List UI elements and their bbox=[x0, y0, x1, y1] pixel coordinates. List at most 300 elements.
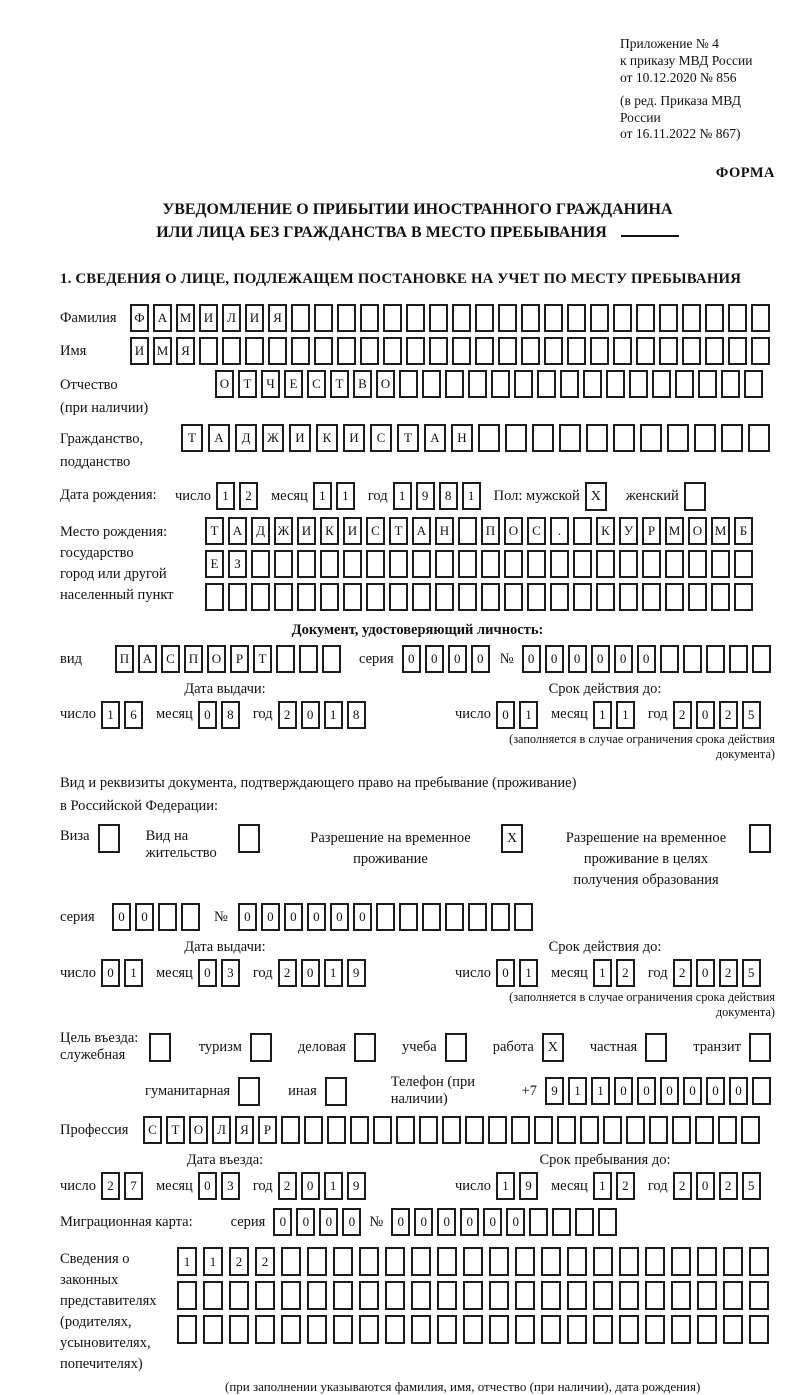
char-cell[interactable]: 3 bbox=[221, 1172, 240, 1200]
char-cell[interactable]: У bbox=[619, 517, 638, 545]
char-cell-empty[interactable] bbox=[307, 1247, 327, 1276]
char-cell[interactable]: И bbox=[289, 424, 311, 452]
date-month-boxes[interactable] bbox=[593, 1172, 639, 1200]
char-cell-empty[interactable] bbox=[463, 1281, 483, 1310]
char-cell-empty[interactable] bbox=[515, 1247, 535, 1276]
char-cell[interactable]: Б bbox=[734, 517, 753, 545]
char-cell-empty[interactable] bbox=[373, 1116, 392, 1144]
char-cell-empty[interactable] bbox=[411, 1281, 431, 1310]
char-cell-empty[interactable] bbox=[255, 1281, 275, 1310]
char-cell[interactable]: О bbox=[376, 370, 395, 398]
date-month-boxes[interactable] bbox=[593, 959, 639, 987]
char-cell-empty[interactable] bbox=[385, 1247, 405, 1276]
char-cell-empty[interactable] bbox=[705, 337, 724, 365]
char-cell-empty[interactable] bbox=[458, 583, 477, 611]
sex-male-checkbox[interactable] bbox=[585, 482, 611, 511]
char-cell-empty[interactable] bbox=[422, 903, 441, 931]
char-cell-empty[interactable] bbox=[481, 583, 500, 611]
purpose-other-checkbox[interactable] bbox=[325, 1077, 351, 1106]
char-cell[interactable]: Т bbox=[253, 645, 272, 673]
char-cell[interactable]: В bbox=[353, 370, 372, 398]
char-cell[interactable]: 2 bbox=[278, 959, 297, 987]
char-cell-empty[interactable] bbox=[573, 550, 592, 578]
char-cell-empty[interactable] bbox=[149, 1033, 171, 1062]
char-cell[interactable]: С bbox=[307, 370, 326, 398]
char-cell[interactable]: Л bbox=[212, 1116, 231, 1144]
char-cell-empty[interactable] bbox=[297, 550, 316, 578]
purpose-official-checkbox[interactable] bbox=[149, 1033, 175, 1062]
char-cell-empty[interactable] bbox=[307, 1281, 327, 1310]
char-cell[interactable]: 0 bbox=[545, 645, 564, 673]
char-cell-empty[interactable] bbox=[406, 337, 425, 365]
char-cell-empty[interactable] bbox=[389, 583, 408, 611]
char-cell[interactable]: 0 bbox=[637, 645, 656, 673]
char-cell-empty[interactable] bbox=[603, 1116, 622, 1144]
char-cell-empty[interactable] bbox=[682, 337, 701, 365]
char-cell[interactable]: 9 bbox=[519, 1172, 538, 1200]
char-cell-empty[interactable] bbox=[452, 304, 471, 332]
representatives-row2-boxes[interactable] bbox=[177, 1281, 775, 1310]
char-cell[interactable]: Л bbox=[222, 304, 241, 332]
char-cell[interactable]: Ф bbox=[130, 304, 149, 332]
char-cell-empty[interactable] bbox=[468, 370, 487, 398]
char-cell-empty[interactable] bbox=[567, 304, 586, 332]
char-cell[interactable]: 9 bbox=[347, 959, 366, 987]
char-cell-empty[interactable] bbox=[649, 1116, 668, 1144]
char-cell-empty[interactable] bbox=[238, 824, 260, 853]
char-cell[interactable]: 0 bbox=[425, 645, 444, 673]
date-day-boxes[interactable] bbox=[496, 959, 542, 987]
char-cell[interactable]: 2 bbox=[719, 959, 738, 987]
char-cell[interactable]: 8 bbox=[221, 701, 240, 729]
char-cell[interactable]: 2 bbox=[229, 1247, 249, 1276]
char-cell-empty[interactable] bbox=[389, 550, 408, 578]
char-cell[interactable]: 1 bbox=[568, 1077, 587, 1105]
date-year-boxes[interactable] bbox=[278, 701, 370, 729]
char-cell[interactable]: 9 bbox=[545, 1077, 564, 1105]
char-cell[interactable]: П bbox=[184, 645, 203, 673]
char-cell[interactable]: Д bbox=[251, 517, 270, 545]
char-cell-empty[interactable] bbox=[238, 1077, 260, 1106]
char-cell[interactable]: 0 bbox=[101, 959, 120, 987]
char-cell[interactable]: М bbox=[176, 304, 195, 332]
char-cell-empty[interactable] bbox=[203, 1281, 223, 1310]
char-cell[interactable]: К bbox=[316, 424, 338, 452]
char-cell[interactable]: 0 bbox=[696, 1172, 715, 1200]
char-cell[interactable]: Я bbox=[176, 337, 195, 365]
date-year-boxes[interactable] bbox=[673, 1172, 765, 1200]
char-cell[interactable]: О bbox=[207, 645, 226, 673]
char-cell-empty[interactable] bbox=[337, 304, 356, 332]
char-cell[interactable]: 1 bbox=[324, 959, 343, 987]
char-cell-empty[interactable] bbox=[659, 304, 678, 332]
char-cell[interactable]: 7 bbox=[124, 1172, 143, 1200]
char-cell-empty[interactable] bbox=[297, 583, 316, 611]
char-cell[interactable]: 0 bbox=[135, 903, 154, 931]
char-cell-empty[interactable] bbox=[514, 370, 533, 398]
char-cell-empty[interactable] bbox=[366, 583, 385, 611]
migration-series-boxes[interactable] bbox=[273, 1208, 365, 1236]
char-cell-empty[interactable] bbox=[251, 583, 270, 611]
char-cell[interactable]: 1 bbox=[324, 1172, 343, 1200]
birth-month-boxes[interactable] bbox=[313, 482, 359, 510]
char-cell-empty[interactable] bbox=[613, 337, 632, 365]
char-cell[interactable]: С bbox=[161, 645, 180, 673]
char-cell-empty[interactable] bbox=[544, 337, 563, 365]
char-cell-empty[interactable] bbox=[366, 550, 385, 578]
char-cell-empty[interactable] bbox=[488, 1116, 507, 1144]
char-cell-empty[interactable] bbox=[229, 1315, 249, 1344]
char-cell[interactable]: 0 bbox=[342, 1208, 361, 1236]
char-cell-empty[interactable] bbox=[274, 583, 293, 611]
representatives-row1-boxes[interactable] bbox=[177, 1247, 775, 1276]
char-cell-empty[interactable] bbox=[752, 645, 771, 673]
residence-permit-checkbox[interactable] bbox=[238, 824, 264, 853]
char-cell[interactable]: И bbox=[343, 424, 365, 452]
char-cell[interactable]: Р bbox=[642, 517, 661, 545]
char-cell-empty[interactable] bbox=[281, 1315, 301, 1344]
char-cell-empty[interactable] bbox=[489, 1281, 509, 1310]
char-cell-empty[interactable] bbox=[749, 1247, 769, 1276]
char-cell-empty[interactable] bbox=[682, 304, 701, 332]
char-cell-empty[interactable] bbox=[412, 550, 431, 578]
char-cell-empty[interactable] bbox=[521, 304, 540, 332]
char-cell[interactable]: 1 bbox=[393, 482, 412, 510]
char-cell[interactable]: 1 bbox=[177, 1247, 197, 1276]
char-cell-empty[interactable] bbox=[463, 1315, 483, 1344]
char-cell-empty[interactable] bbox=[665, 583, 684, 611]
char-cell-empty[interactable] bbox=[645, 1247, 665, 1276]
birthplace-row1-boxes[interactable] bbox=[205, 517, 757, 545]
char-cell-empty[interactable] bbox=[419, 1116, 438, 1144]
char-cell[interactable]: 0 bbox=[301, 959, 320, 987]
char-cell[interactable]: И bbox=[130, 337, 149, 365]
date-year-boxes[interactable] bbox=[278, 959, 370, 987]
char-cell-empty[interactable] bbox=[504, 550, 523, 578]
char-cell-empty[interactable] bbox=[177, 1281, 197, 1310]
doc-number-boxes[interactable] bbox=[522, 645, 775, 673]
char-cell-empty[interactable] bbox=[458, 517, 477, 545]
char-cell-empty[interactable] bbox=[723, 1315, 743, 1344]
char-cell[interactable]: 0 bbox=[198, 1172, 217, 1200]
char-cell[interactable]: 0 bbox=[460, 1208, 479, 1236]
char-cell[interactable]: П bbox=[481, 517, 500, 545]
char-cell-empty[interactable] bbox=[706, 645, 725, 673]
migration-number-boxes[interactable] bbox=[391, 1208, 621, 1236]
char-cell-empty[interactable] bbox=[291, 337, 310, 365]
char-cell[interactable]: Д bbox=[235, 424, 257, 452]
char-cell[interactable]: 0 bbox=[437, 1208, 456, 1236]
char-cell-empty[interactable] bbox=[619, 1247, 639, 1276]
char-cell-empty[interactable] bbox=[557, 1116, 576, 1144]
char-cell[interactable]: 2 bbox=[616, 959, 635, 987]
char-cell[interactable]: 2 bbox=[719, 701, 738, 729]
char-cell[interactable]: 2 bbox=[101, 1172, 120, 1200]
char-cell[interactable]: 0 bbox=[112, 903, 131, 931]
visa-checkbox[interactable] bbox=[98, 824, 124, 853]
char-cell-empty[interactable] bbox=[613, 304, 632, 332]
char-cell[interactable]: 0 bbox=[568, 645, 587, 673]
char-cell-empty[interactable] bbox=[320, 550, 339, 578]
char-cell-empty[interactable] bbox=[399, 903, 418, 931]
char-cell-empty[interactable] bbox=[626, 1116, 645, 1144]
char-cell-empty[interactable] bbox=[619, 1315, 639, 1344]
char-cell-empty[interactable] bbox=[359, 1247, 379, 1276]
char-cell[interactable]: 1 bbox=[593, 1172, 612, 1200]
char-cell[interactable]: Т bbox=[330, 370, 349, 398]
char-cell-empty[interactable] bbox=[684, 482, 706, 511]
char-cell-empty[interactable] bbox=[645, 1315, 665, 1344]
char-cell-empty[interactable] bbox=[383, 304, 402, 332]
char-cell[interactable]: 1 bbox=[591, 1077, 610, 1105]
char-cell-empty[interactable] bbox=[645, 1033, 667, 1062]
char-cell-empty[interactable] bbox=[463, 1247, 483, 1276]
char-cell[interactable]: 0 bbox=[353, 903, 372, 931]
purpose-private-checkbox[interactable] bbox=[645, 1033, 671, 1062]
char-cell-empty[interactable] bbox=[478, 424, 500, 452]
char-cell[interactable]: 0 bbox=[506, 1208, 525, 1236]
char-cell[interactable]: 1 bbox=[616, 701, 635, 729]
date-month-boxes[interactable] bbox=[198, 959, 244, 987]
char-cell-empty[interactable] bbox=[575, 1208, 594, 1236]
char-cell[interactable]: Т bbox=[181, 424, 203, 452]
char-cell[interactable]: 5 bbox=[742, 1172, 761, 1200]
char-cell-empty[interactable] bbox=[203, 1315, 223, 1344]
char-cell-empty[interactable] bbox=[598, 1208, 617, 1236]
char-cell-empty[interactable] bbox=[491, 370, 510, 398]
char-cell-empty[interactable] bbox=[304, 1116, 323, 1144]
char-cell[interactable]: О bbox=[189, 1116, 208, 1144]
char-cell-empty[interactable] bbox=[688, 550, 707, 578]
char-cell-empty[interactable] bbox=[320, 583, 339, 611]
char-cell[interactable]: 8 bbox=[347, 701, 366, 729]
char-cell-empty[interactable] bbox=[751, 304, 770, 332]
char-cell-empty[interactable] bbox=[671, 1247, 691, 1276]
char-cell-empty[interactable] bbox=[723, 1247, 743, 1276]
char-cell-empty[interactable] bbox=[593, 1247, 613, 1276]
birthplace-row3-boxes[interactable] bbox=[205, 583, 757, 611]
char-cell[interactable]: 0 bbox=[414, 1208, 433, 1236]
char-cell-empty[interactable] bbox=[694, 424, 716, 452]
char-cell-empty[interactable] bbox=[281, 1116, 300, 1144]
char-cell-empty[interactable] bbox=[642, 583, 661, 611]
char-cell[interactable]: 0 bbox=[319, 1208, 338, 1236]
char-cell[interactable]: 0 bbox=[448, 645, 467, 673]
char-cell-empty[interactable] bbox=[514, 903, 533, 931]
char-cell[interactable]: А bbox=[412, 517, 431, 545]
char-cell[interactable]: 1 bbox=[593, 701, 612, 729]
char-cell-empty[interactable] bbox=[590, 337, 609, 365]
char-cell[interactable]: X bbox=[501, 824, 523, 853]
birth-year-boxes[interactable] bbox=[393, 482, 485, 510]
char-cell-empty[interactable] bbox=[229, 1281, 249, 1310]
char-cell[interactable]: Т bbox=[166, 1116, 185, 1144]
char-cell-empty[interactable] bbox=[567, 337, 586, 365]
char-cell[interactable]: 0 bbox=[660, 1077, 679, 1105]
char-cell[interactable]: Е bbox=[284, 370, 303, 398]
representatives-row3-boxes[interactable] bbox=[177, 1315, 775, 1344]
char-cell[interactable]: X bbox=[585, 482, 607, 511]
char-cell-empty[interactable] bbox=[749, 1315, 769, 1344]
char-cell[interactable]: 8 bbox=[439, 482, 458, 510]
char-cell[interactable]: Т bbox=[389, 517, 408, 545]
char-cell-empty[interactable] bbox=[359, 1315, 379, 1344]
char-cell-empty[interactable] bbox=[721, 424, 743, 452]
char-cell[interactable]: 0 bbox=[284, 903, 303, 931]
char-cell-empty[interactable] bbox=[593, 1315, 613, 1344]
char-cell[interactable]: Т bbox=[205, 517, 224, 545]
char-cell-empty[interactable] bbox=[606, 370, 625, 398]
char-cell-empty[interactable] bbox=[281, 1247, 301, 1276]
char-cell[interactable]: 0 bbox=[696, 959, 715, 987]
char-cell-empty[interactable] bbox=[504, 583, 523, 611]
char-cell-empty[interactable] bbox=[705, 304, 724, 332]
char-cell[interactable]: М bbox=[711, 517, 730, 545]
char-cell-empty[interactable] bbox=[652, 370, 671, 398]
char-cell[interactable]: 9 bbox=[347, 1172, 366, 1200]
char-cell-empty[interactable] bbox=[550, 583, 569, 611]
char-cell[interactable]: 6 bbox=[124, 701, 143, 729]
char-cell-empty[interactable] bbox=[671, 1315, 691, 1344]
char-cell[interactable]: Е bbox=[205, 550, 224, 578]
char-cell-empty[interactable] bbox=[734, 583, 753, 611]
char-cell-empty[interactable] bbox=[665, 550, 684, 578]
char-cell-empty[interactable] bbox=[741, 1116, 760, 1144]
char-cell-empty[interactable] bbox=[596, 583, 615, 611]
char-cell-empty[interactable] bbox=[544, 304, 563, 332]
char-cell-empty[interactable] bbox=[527, 583, 546, 611]
char-cell-empty[interactable] bbox=[527, 550, 546, 578]
char-cell-empty[interactable] bbox=[675, 370, 694, 398]
char-cell-empty[interactable] bbox=[550, 550, 569, 578]
char-cell[interactable]: 1 bbox=[519, 959, 538, 987]
citizenship-boxes[interactable] bbox=[181, 424, 775, 452]
char-cell[interactable]: Я bbox=[235, 1116, 254, 1144]
date-month-boxes[interactable] bbox=[198, 701, 244, 729]
char-cell[interactable]: 5 bbox=[742, 959, 761, 987]
char-cell-empty[interactable] bbox=[552, 1208, 571, 1236]
char-cell-empty[interactable] bbox=[697, 1247, 717, 1276]
char-cell-empty[interactable] bbox=[749, 1281, 769, 1310]
char-cell-empty[interactable] bbox=[291, 304, 310, 332]
char-cell[interactable]: 0 bbox=[273, 1208, 292, 1236]
char-cell-empty[interactable] bbox=[435, 550, 454, 578]
char-cell[interactable]: М bbox=[153, 337, 172, 365]
char-cell[interactable]: 1 bbox=[216, 482, 235, 510]
char-cell[interactable]: К bbox=[320, 517, 339, 545]
char-cell-empty[interactable] bbox=[437, 1247, 457, 1276]
char-cell[interactable]: 0 bbox=[496, 959, 515, 987]
phone-boxes[interactable] bbox=[545, 1077, 775, 1105]
char-cell-empty[interactable] bbox=[748, 424, 770, 452]
char-cell[interactable]: С bbox=[366, 517, 385, 545]
char-cell-empty[interactable] bbox=[385, 1315, 405, 1344]
char-cell-empty[interactable] bbox=[515, 1315, 535, 1344]
char-cell-empty[interactable] bbox=[534, 1116, 553, 1144]
char-cell-empty[interactable] bbox=[728, 337, 747, 365]
char-cell[interactable]: 0 bbox=[591, 645, 610, 673]
char-cell-empty[interactable] bbox=[541, 1281, 561, 1310]
purpose-humanitarian-checkbox[interactable] bbox=[238, 1077, 264, 1106]
char-cell-empty[interactable] bbox=[222, 337, 241, 365]
date-day-boxes[interactable] bbox=[101, 959, 147, 987]
char-cell-empty[interactable] bbox=[659, 337, 678, 365]
char-cell-empty[interactable] bbox=[560, 370, 579, 398]
char-cell-empty[interactable] bbox=[718, 1116, 737, 1144]
char-cell[interactable]: 0 bbox=[483, 1208, 502, 1236]
char-cell[interactable]: 1 bbox=[101, 701, 120, 729]
char-cell[interactable]: 2 bbox=[673, 701, 692, 729]
char-cell-empty[interactable] bbox=[445, 903, 464, 931]
char-cell-empty[interactable] bbox=[749, 1033, 771, 1062]
char-cell[interactable]: 2 bbox=[673, 1172, 692, 1200]
char-cell[interactable]: С bbox=[143, 1116, 162, 1144]
char-cell-empty[interactable] bbox=[537, 370, 556, 398]
surname-boxes[interactable] bbox=[130, 304, 774, 332]
date-day-boxes[interactable] bbox=[496, 1172, 542, 1200]
char-cell[interactable]: 0 bbox=[301, 701, 320, 729]
char-cell[interactable]: 2 bbox=[239, 482, 258, 510]
name-boxes[interactable] bbox=[130, 337, 774, 365]
char-cell-empty[interactable] bbox=[489, 1247, 509, 1276]
char-cell[interactable]: 1 bbox=[462, 482, 481, 510]
char-cell-empty[interactable] bbox=[619, 583, 638, 611]
char-cell-empty[interactable] bbox=[697, 1315, 717, 1344]
char-cell-empty[interactable] bbox=[327, 1116, 346, 1144]
char-cell-empty[interactable] bbox=[629, 370, 648, 398]
char-cell-empty[interactable] bbox=[468, 903, 487, 931]
char-cell[interactable]: 0 bbox=[496, 701, 515, 729]
char-cell-empty[interactable] bbox=[360, 304, 379, 332]
char-cell-empty[interactable] bbox=[749, 824, 771, 853]
char-cell[interactable]: 0 bbox=[729, 1077, 748, 1105]
residence-series-boxes[interactable] bbox=[112, 903, 204, 931]
char-cell-empty[interactable] bbox=[281, 1281, 301, 1310]
char-cell-empty[interactable] bbox=[586, 424, 608, 452]
char-cell-empty[interactable] bbox=[307, 1315, 327, 1344]
char-cell-empty[interactable] bbox=[437, 1315, 457, 1344]
char-cell-empty[interactable] bbox=[385, 1281, 405, 1310]
char-cell-empty[interactable] bbox=[322, 645, 341, 673]
char-cell[interactable]: 0 bbox=[198, 959, 217, 987]
char-cell[interactable]: 0 bbox=[706, 1077, 725, 1105]
char-cell[interactable]: 0 bbox=[296, 1208, 315, 1236]
doc-kind-boxes[interactable] bbox=[115, 645, 345, 673]
char-cell[interactable]: 0 bbox=[696, 701, 715, 729]
char-cell-empty[interactable] bbox=[475, 304, 494, 332]
char-cell-empty[interactable] bbox=[559, 424, 581, 452]
char-cell[interactable]: 1 bbox=[203, 1247, 223, 1276]
char-cell[interactable]: И bbox=[343, 517, 362, 545]
char-cell[interactable]: А bbox=[208, 424, 230, 452]
char-cell-empty[interactable] bbox=[251, 550, 270, 578]
char-cell-empty[interactable] bbox=[636, 337, 655, 365]
char-cell-empty[interactable] bbox=[276, 645, 295, 673]
date-day-boxes[interactable] bbox=[101, 1172, 147, 1200]
char-cell-empty[interactable] bbox=[642, 550, 661, 578]
char-cell-empty[interactable] bbox=[660, 645, 679, 673]
char-cell-empty[interactable] bbox=[422, 370, 441, 398]
char-cell-empty[interactable] bbox=[359, 1281, 379, 1310]
char-cell-empty[interactable] bbox=[429, 304, 448, 332]
char-cell-empty[interactable] bbox=[751, 337, 770, 365]
char-cell-empty[interactable] bbox=[333, 1247, 353, 1276]
char-cell-empty[interactable] bbox=[567, 1315, 587, 1344]
char-cell-empty[interactable] bbox=[350, 1116, 369, 1144]
char-cell-empty[interactable] bbox=[583, 370, 602, 398]
char-cell[interactable]: А bbox=[153, 304, 172, 332]
char-cell-empty[interactable] bbox=[205, 583, 224, 611]
